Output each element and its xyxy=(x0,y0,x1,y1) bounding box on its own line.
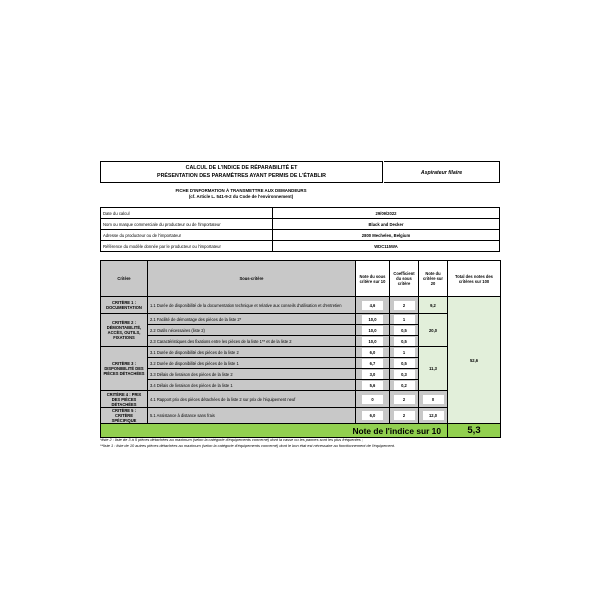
col-total: Total des notes des critères sur 100 xyxy=(448,261,501,297)
sub-criterion: 3.2 Durée de disponibilité des pièces de la liste 1 xyxy=(148,358,356,369)
sub-criterion: 2.1 Facilité de démontage des pièces de la liste 2* xyxy=(148,314,356,325)
sub-note: 10,0 xyxy=(362,326,383,335)
col-note-sous: Note du sous critère sur 10 xyxy=(356,261,390,297)
col-note-critere: Note du critère sur 20 xyxy=(419,261,448,297)
info-value: 29/09/2022 xyxy=(273,208,500,219)
info-label: Date du calcul xyxy=(101,208,273,219)
coefficient: 0,5 xyxy=(394,337,415,346)
row-5-1 xyxy=(101,408,501,424)
row-4-1 xyxy=(101,391,501,408)
sub-note: 10,0 xyxy=(362,315,383,324)
criterion-1: CRITÈRE 1 : DOCUMENTATION xyxy=(101,297,148,314)
coefficient: 2 xyxy=(394,395,415,404)
criterion-note: 11,3 xyxy=(419,347,448,391)
criterion-note: 12,0 xyxy=(423,411,444,420)
info-label: Nom ou marque commerciale du producteur ou de l'importateur xyxy=(101,219,273,230)
coefficient: 1 xyxy=(394,348,415,357)
info-value: Black and Decker xyxy=(273,219,500,230)
coefficient: 1 xyxy=(394,315,415,324)
sub-criterion: 4.1 Rapport prix des pièces détachées de la liste 2 sur prix de l'équipement neuf xyxy=(148,391,356,408)
sub-note: 3,0 xyxy=(362,370,383,379)
sub-note: 5,6 xyxy=(362,381,383,390)
criterion-3: CRITÈRE 3 : DISPONIBILITÉ DES PIÈCES DÉTACHÉES xyxy=(101,347,148,391)
info-label: Adresse du producteur ou de l'importateur xyxy=(101,230,273,241)
title-box xyxy=(100,161,383,183)
product-name: Aspirateur filaire xyxy=(384,161,500,183)
sub-criterion: 1.1 Durée de disponibilité de la documentation technique et relative aux conseils d'utilisation et d'entretien xyxy=(148,297,356,314)
sub-criterion: 3.4 Délais de livraison des pièces de la liste 1 xyxy=(148,380,356,391)
coefficient: 0,5 xyxy=(394,359,415,368)
criterion-note: 9,2 xyxy=(419,297,448,314)
sub-criterion: 2.3 Caractéristiques des fixations entre les pièces de la liste 1** et de la liste 2 xyxy=(148,336,356,347)
fiche-heading xyxy=(100,188,382,200)
sub-criterion: 5.1 Assistance à distance sans frais xyxy=(148,408,356,424)
title-line-2: PRÉSENTATION DES PARAMÈTRES AYANT PERMIS DE L'ÉTABLIR xyxy=(157,172,326,179)
footnote-liste-2: *liste 2 : liste de 3 à 5 pièces détachées au maximum (selon la catégorie d'équipements concerné) dont la casse ou les pannes sont les plus fréquentes ; xyxy=(100,437,363,442)
coefficient: 0,3 xyxy=(394,370,415,379)
info-label: Référence du modèle donnée par le producteur ou l'importateur xyxy=(101,241,273,252)
criterion-note: 20,0 xyxy=(419,314,448,347)
coefficient: 2 xyxy=(394,411,415,420)
title-line-1: CALCUL DE L'INDICE DE RÉPARABILITÉ ET xyxy=(185,165,298,171)
sub-note: 6,0 xyxy=(362,348,383,357)
coefficient: 0,2 xyxy=(394,381,415,390)
info-value: 2800 Mechelen, Belgium xyxy=(273,230,500,241)
sub-note: 0 xyxy=(362,395,383,404)
row-2-1 xyxy=(101,314,501,325)
coefficient: 0,5 xyxy=(394,326,415,335)
col-coef: Coefficient du sous critère xyxy=(390,261,419,297)
criterion-2: CRITÈRE 2 : DÉMONTABILITÉ, ACCÈS, OUTILS, FIXATIONS xyxy=(101,314,148,347)
fiche-line-2: (cf. Article L. 541-9-2 du Code de l'environnement) xyxy=(188,194,294,199)
col-sous-critere: Sous-critère xyxy=(148,261,356,297)
info-table xyxy=(100,207,500,252)
sub-criterion: 3.1 Durée de disponibilité des pièces de la liste 2 xyxy=(148,347,356,358)
info-value: WDC115WA xyxy=(273,241,500,252)
final-score-value: 5,3 xyxy=(448,424,501,438)
row-3-1 xyxy=(101,347,501,358)
sub-criterion: 2.2 Outils nécessaires (liste 2) xyxy=(148,325,356,336)
sub-criterion: 3.3 Délais de livraison des pièces de la liste 2 xyxy=(148,369,356,380)
footnote-liste-1: **liste 1 : liste de 10 autres pièces détachées au maximum (selon la catégorie d'équipements concerné) dont le bon état est nécessaire au fonctionnement de l'équipement. xyxy=(100,443,395,448)
final-score-label: Note de l'indice sur 10 xyxy=(101,424,448,438)
info-row-brand xyxy=(101,219,500,230)
row-1-1 xyxy=(101,297,501,314)
col-critere: Critère xyxy=(101,261,148,297)
fiche-line-1: FICHE D'INFORMATION À TRANSMETTRE AUX DEMANDEURS xyxy=(175,188,307,193)
criterion-note: 0 xyxy=(423,395,444,404)
sub-note: 6,7 xyxy=(362,359,383,368)
sub-note: 10,0 xyxy=(362,337,383,346)
sub-note: 4,6 xyxy=(362,301,383,310)
score-table xyxy=(100,260,501,438)
footnotes xyxy=(100,437,510,449)
info-row-address xyxy=(101,230,500,241)
criterion-5: CRITÈRE 5 : CRITÈRE SPÉCIFIQUE xyxy=(101,408,148,424)
criterion-4: CRITÈRE 4 : PRIX DES PIÈCES DÉTACHÉES xyxy=(101,391,148,408)
final-row xyxy=(101,424,501,438)
total-100: 52,6 xyxy=(448,297,501,424)
sub-note: 6,0 xyxy=(362,411,383,420)
info-row-model xyxy=(101,241,500,252)
header-row xyxy=(101,261,501,297)
info-row-date xyxy=(101,208,500,219)
coefficient: 2 xyxy=(394,301,415,310)
